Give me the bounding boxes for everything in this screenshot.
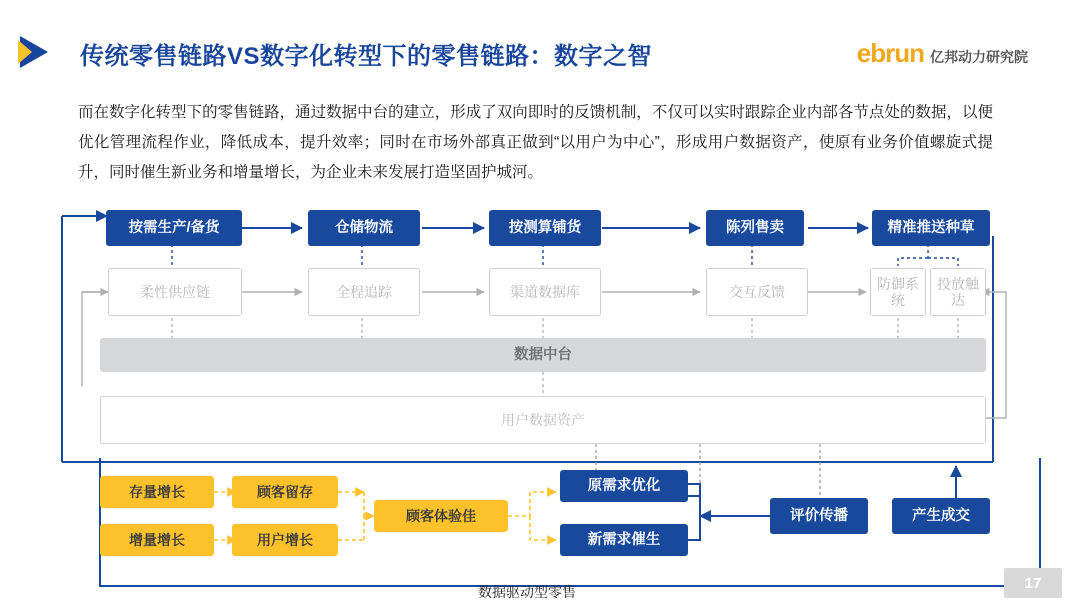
node-second-6[interactable] xyxy=(930,268,986,316)
node-yellow-3[interactable] xyxy=(100,524,214,556)
node-label: 交互反馈 xyxy=(729,284,785,300)
node-label: 顾客留存 xyxy=(257,484,313,500)
node-label: 按测算铺货 xyxy=(508,220,582,236)
node-second-5[interactable] xyxy=(870,268,926,316)
logo-wordmark: ebrun xyxy=(856,38,924,68)
node-top-5[interactable] xyxy=(872,210,990,246)
node-bottom-blue-3[interactable] xyxy=(770,498,868,534)
node-second-4[interactable] xyxy=(706,268,808,316)
node-bottom-blue-1[interactable] xyxy=(560,470,688,502)
node-label: 原需求优化 xyxy=(587,478,661,494)
diagram-canvas xyxy=(0,196,1080,608)
node-label: 用户增长 xyxy=(257,532,313,548)
node-bottom-blue-4[interactable] xyxy=(892,498,990,534)
node-label: 顾客体验佳 xyxy=(406,508,476,524)
logo-subtitle: 亿邦动力研究院 xyxy=(930,49,1028,65)
node-second-2[interactable] xyxy=(308,268,420,316)
node-top-1[interactable] xyxy=(106,210,242,246)
data-platform-bar[interactable] xyxy=(100,338,986,372)
user-data-assets-bar[interactable] xyxy=(100,396,986,444)
node-second-1[interactable] xyxy=(108,268,242,316)
brand-logo xyxy=(857,38,1028,69)
intro-paragraph: 而在数字化转型下的零售链路，通过数据中台的建立，形成了双向即时的反馈机制，不仅可以实时跟踪企业内部各节点处的数据，以便优化管理流程作业，降低成本，提升效率；同时在市场外部真正做到“以用户为中心”，形成用户数据资产，使原有业务价值螺旋式提升，同时催生新业务和增量增长，为企业未来发展打造坚固护城河。 xyxy=(78,104,993,181)
node-label: 增量增长 xyxy=(129,532,185,548)
node-second-3[interactable] xyxy=(489,268,601,316)
node-label: 用户数据资产 xyxy=(501,412,585,428)
node-top-2[interactable] xyxy=(308,210,420,246)
node-label: 全程追踪 xyxy=(336,284,392,300)
page-title: 传统零售链路VS数字化转型下的零售链路：数字之智 xyxy=(80,43,653,70)
node-label: 陈列售卖 xyxy=(726,220,784,236)
node-label: 存量增长 xyxy=(129,484,185,500)
node-label: 仓储物流 xyxy=(335,220,393,236)
node-label: 产生成交 xyxy=(912,508,970,524)
node-label: 渠道数据库 xyxy=(510,284,580,300)
node-label: 新需求催生 xyxy=(587,532,661,548)
page-number: 17 xyxy=(1004,568,1062,598)
node-top-4[interactable] xyxy=(706,210,804,246)
node-label: 防御系统 xyxy=(877,276,919,308)
node-yellow-4[interactable] xyxy=(232,524,338,556)
node-label: 评价传播 xyxy=(790,508,848,524)
node-yellow-1[interactable] xyxy=(100,476,214,508)
node-label: 数据中台 xyxy=(514,347,572,363)
node-label: 投放触达 xyxy=(937,276,979,308)
node-top-3[interactable] xyxy=(489,210,601,246)
node-label: 柔性供应链 xyxy=(140,284,210,300)
node-label: 按需生产/备货 xyxy=(128,220,220,236)
node-label: 精准推送种草 xyxy=(887,220,975,236)
arrow-right-icon xyxy=(18,34,64,70)
diagram-caption: 数据驱动型零售 xyxy=(478,584,576,600)
node-bottom-blue-2[interactable] xyxy=(560,524,688,556)
node-yellow-5[interactable] xyxy=(374,500,508,532)
node-yellow-2[interactable] xyxy=(232,476,338,508)
